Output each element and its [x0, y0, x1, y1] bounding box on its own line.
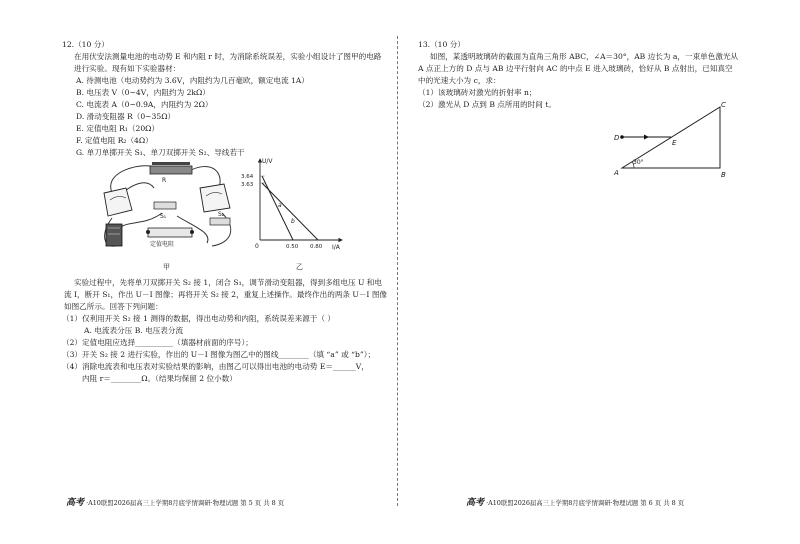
q12-intro-line: 进行实验。现有如下实验器材： — [74, 64, 181, 73]
question-line: （4）消除电流表和电压表对实验结果的影响，由图乙可以得出电池的电动势 E＝______V， — [62, 362, 369, 371]
footer-text: ·A10联盟2026届高三上学期8月底学情调研·物理试题 第 5 页 共 8 页 — [86, 499, 285, 507]
label-c: C — [721, 101, 726, 109]
s2-label: S₂ — [218, 211, 225, 218]
brand-logo: 高考 — [66, 498, 85, 508]
label-b: B — [721, 171, 726, 179]
equipment-item: F. 定值电阻 R₂（4Ω） — [76, 136, 153, 145]
question-line: 内阻 r＝________Ω。（结果均保留 2 位小数） — [82, 374, 237, 383]
q13-text-line: （2）激光从 D 点到 B 点所用的时间 t。 — [418, 100, 556, 109]
equipment-item: E. 定值电阻 R₁（20Ω） — [76, 124, 160, 133]
ui-graph — [240, 155, 350, 255]
footer-text: ·A10联盟2026届高三上学期8月底学情调研·物理试题 第 6 页 共 8 页 — [486, 499, 685, 507]
label-e: E — [672, 139, 677, 147]
page-5-footer — [66, 495, 284, 508]
q13-text-line: A 点正上方的 D 点与 AB 边平行射向 AC 的中点 E 进入玻璃砖，恰好从 B 点射出，已知真空 — [418, 64, 733, 73]
fig-jia-caption: 甲 — [163, 263, 170, 271]
label-a: A — [614, 169, 619, 177]
equipment-item: B. 电压表 V（0~4V，内阻约为 2kΩ） — [76, 88, 210, 97]
x-tick: 0.50 — [286, 244, 299, 250]
line-a-label: a — [278, 202, 282, 209]
equipment-item: A. 待测电池（电动势约为 3.6V，内阻约为几百毫欧，额定电流 1A） — [76, 76, 309, 85]
triangle-figure — [600, 95, 740, 180]
equipment-item: D. 滑动变阻器 R（0~35Ω） — [76, 112, 176, 121]
q12-intro-line: 在用伏安法测量电池的电动势 E 和内阻 r 时，为消除系统误差，实验小组设计了图甲的电路 — [74, 52, 382, 61]
question-line: （2）定值电阻应选择__________（填器材前面的序号）； — [62, 338, 253, 347]
switch-s1 — [154, 202, 176, 209]
battery — [106, 224, 122, 246]
label-d: D — [614, 134, 620, 142]
rheostat-label: R — [162, 177, 167, 184]
equipment-item: C. 电流表 A（0~0.9A，内阻约为 2Ω） — [76, 100, 213, 109]
circuit-figure — [92, 158, 242, 258]
fixed-resistor-label: 定值电阻 — [150, 241, 175, 248]
q13-text-line: 如图，某透明玻璃砖的截面为直角三角形 ABC，∠A＝30°，AB 边长为 a，一束单色激光从 — [430, 52, 739, 61]
ammeter — [200, 184, 230, 212]
page-6 — [400, 0, 800, 544]
voltmeter — [104, 188, 132, 216]
question-line: （1）仅利用开关 S₂ 接 1 测得的数据，得出电动势和内阻，系统误差来源于（ ） — [62, 314, 335, 323]
y-tick: 3.64 — [241, 174, 254, 180]
procedure-line: 实验过程中，先将单刀双掷开关 S₂ 接 1，闭合 S₁，调节滑动变阻器，得到多组电压 U 和电 — [74, 278, 382, 287]
s1-label: S₁ — [160, 213, 167, 220]
y-axis-label: U/V — [262, 158, 273, 165]
switch-s2 — [210, 218, 230, 225]
page-6-footer — [466, 495, 684, 508]
q13-header: 13.（10 分） — [418, 40, 465, 49]
procedure-line: 如图乙所示。回答下列问题： — [64, 302, 163, 311]
q12-header: 12.（10 分） — [62, 40, 109, 49]
fig-yi-caption: 乙 — [296, 263, 303, 271]
equipment-item: G. 单刀单掷开关 S₁、单刀双掷开关 S₂、导线若干 — [76, 148, 245, 157]
x-tick: 0.80 — [310, 244, 323, 250]
q13-text-line: 中的光速大小为 c，求： — [418, 76, 501, 85]
angle-label: 30° — [633, 159, 644, 166]
x-axis-label: I/A — [332, 244, 340, 251]
y-tick: 3.63 — [241, 182, 254, 188]
rheostat — [150, 166, 192, 174]
page-divider — [397, 36, 398, 506]
q13-text-line: （1）该玻璃砖对激光的折射率 n； — [418, 88, 537, 97]
line-b — [262, 183, 318, 240]
line-b-label: b — [291, 218, 295, 225]
question-options: A. 电流表分压 B. 电压表分流 — [84, 326, 184, 335]
procedure-line: 流 I，断开 S₁，作出 U－I 图像；再将开关 S₂ 接 2，重复上述操作。最终作出的两条 U－I 图像 — [64, 290, 388, 299]
question-line: （3）开关 S₂ 接 2 进行实验，作出的 U－I 图像为图乙中的图线________（填 “a” 或 “b”）； — [62, 350, 376, 359]
fixed-resistor — [148, 228, 192, 237]
origin-label: 0 — [255, 243, 259, 250]
brand-logo: 高考 — [466, 498, 485, 508]
